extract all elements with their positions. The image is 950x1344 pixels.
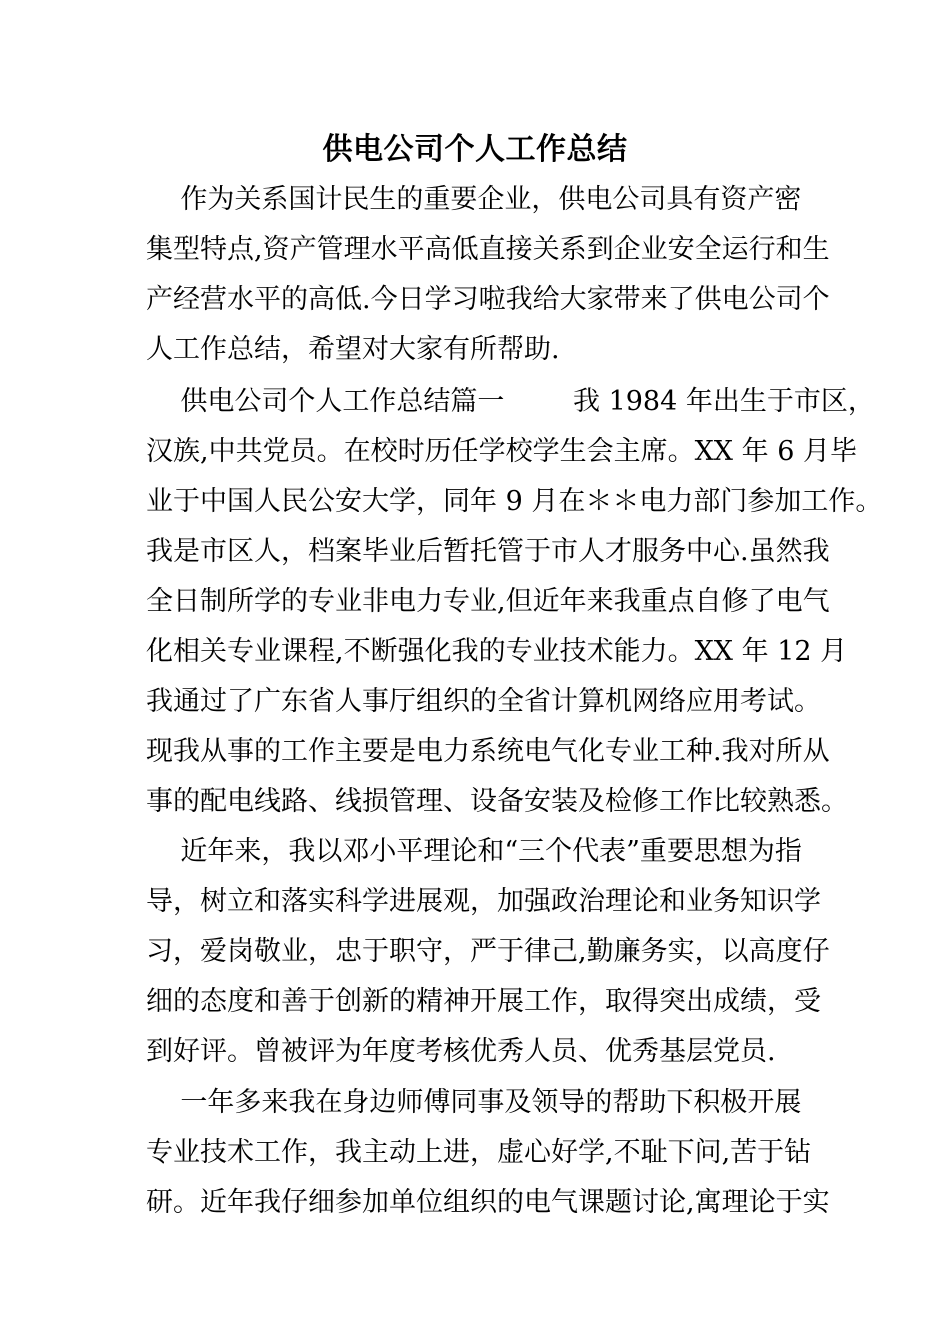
body-line: 习，爱岗敬业，忠于职守，严于律己,勤廉务实，以高度仔 xyxy=(146,936,830,967)
body-line: 我通过了广东省人事厅组织的全省计算机网络应用考试。 xyxy=(146,686,821,717)
body-line: 到好评。曾被评为年度考核优秀人员、优秀基层党员. xyxy=(146,1036,776,1067)
body-line: 细的态度和善于创新的精神开展工作，取得突出成绩，受 xyxy=(146,986,821,1017)
body-line: 作为关系国计民生的重要企业，供电公司具有资产密 xyxy=(146,184,802,215)
body-line: 化相关专业课程,不断强化我的专业技术能力。XX 年 12 月 xyxy=(146,636,848,667)
body-line: 集型特点,资产管理水平高低直接关系到企业安全运行和生 xyxy=(146,234,830,265)
body-line: 全日制所学的专业非电力专业,但近年来我重点自修了电气 xyxy=(146,586,830,617)
document-title: 供电公司个人工作总结 xyxy=(322,132,628,167)
body-line: 我是市区人，档案毕业后暂托管于市人才服务中心.虽然我 xyxy=(146,536,830,567)
body-line: 专业技术工作，我主动上进，虚心好学,不耻下问,苦于钻 xyxy=(146,1137,812,1168)
body-line: 导，树立和落实科学进展观，加强政治理论和业务知识学 xyxy=(146,886,821,917)
body-line: 近年来，我以邓小平理论和“三个代表”重要思想为指 xyxy=(146,836,802,867)
body-line: 研。近年我仔细参加单位组织的电气课题讨论,寓理论于实 xyxy=(146,1187,830,1218)
body-line: 产经营水平的高低.今日学习啦我给大家带来了供电公司个 xyxy=(146,284,830,315)
body-line: 业于中国人民公安大学，同年 9 月在＊＊电力部门参加工作。 xyxy=(146,486,883,517)
body-line: 供电公司个人工作总结篇一 我 1984 年出生于市区， xyxy=(146,386,875,417)
body-line: 事的配电线路、线损管理、设备安装及检修工作比较熟悉。 xyxy=(146,786,848,817)
body-line: 现我从事的工作主要是电力系统电气化专业工种.我对所从 xyxy=(146,736,830,767)
body-line: 一年多来我在身边师傅同事及领导的帮助下积极开展 xyxy=(146,1087,802,1118)
body-line: 人工作总结，希望对大家有所帮助. xyxy=(146,334,560,365)
body-line: 汉族,中共党员。在校时历任学校学生会主席。XX 年 6 月毕 xyxy=(146,436,857,467)
